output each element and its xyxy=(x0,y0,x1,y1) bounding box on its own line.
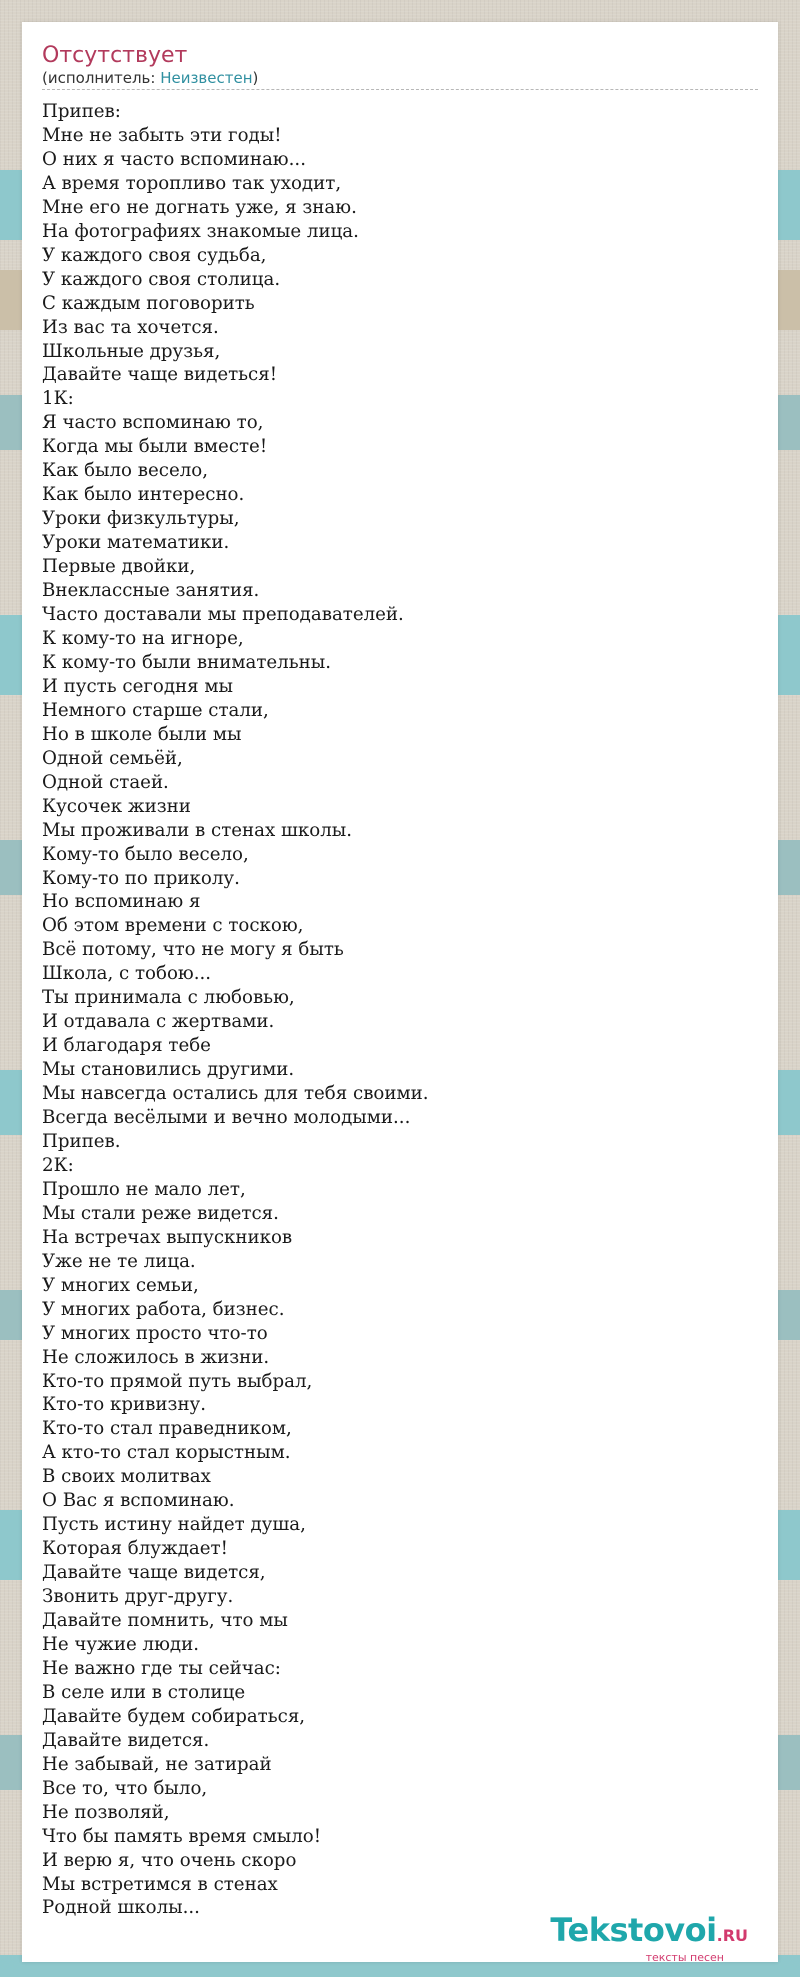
lyric-line: Уроки физкультуры, xyxy=(42,508,240,530)
lyric-line: Как было интересно. xyxy=(42,484,245,506)
lyric-line: Не важно где ты сейчас: xyxy=(42,1657,281,1679)
song-title: Отсутствует xyxy=(42,43,188,68)
lyric-line: А время торопливо так уходит, xyxy=(42,172,342,194)
lyric-line: Об этом времени с тоскою, xyxy=(42,915,304,937)
lyric-line: На встречах выпускников xyxy=(42,1226,293,1248)
lyric-line: Мы встретимся в стенах xyxy=(42,1873,278,1895)
lyric-line: На фотографиях знакомые лица. xyxy=(42,220,359,242)
lyric-line: Что бы память время смыло! xyxy=(42,1825,322,1847)
artist-link[interactable]: Неизвестен xyxy=(160,69,253,87)
lyric-line: Одной семьёй, xyxy=(42,747,183,769)
lyrics-text xyxy=(42,100,429,1920)
lyric-line: Но вспоминаю я xyxy=(42,891,201,913)
lyric-line: У многих работа, бизнес. xyxy=(42,1298,285,1320)
logo-wordmark xyxy=(550,1912,748,1954)
artist-prefix: (исполнитель: xyxy=(42,69,161,87)
lyric-line: Кто-то прямой путь выбрал, xyxy=(42,1370,313,1392)
lyric-line: Не позволяй, xyxy=(42,1801,170,1823)
lyric-line: Прошло не мало лет, xyxy=(42,1178,246,1200)
lyric-line: Кому-то было весело, xyxy=(42,843,249,865)
lyric-line: К кому-то на игноре, xyxy=(42,627,244,649)
lyric-line: Кто-то стал праведником, xyxy=(42,1418,292,1440)
artist-line xyxy=(42,68,258,88)
lyric-line: Мы стали реже видется. xyxy=(42,1202,279,1224)
lyric-line: А кто-то стал корыстным. xyxy=(42,1442,291,1464)
logo-tld: .RU xyxy=(716,1926,748,1945)
lyric-line: Давайте чаще видеться! xyxy=(42,364,278,386)
lyric-line: И верю я, что очень скоро xyxy=(42,1849,297,1871)
lyric-line: Не чужие люди. xyxy=(42,1634,200,1655)
lyric-line: Когда мы были вместе! xyxy=(42,436,268,458)
lyric-line: Давайте видется. xyxy=(42,1729,210,1751)
lyric-line: Пусть истину найдет душа, xyxy=(42,1514,306,1536)
logo-name: Tekstovoi xyxy=(550,1911,717,1949)
lyric-line: В своих молитвах xyxy=(42,1466,211,1488)
lyric-line: Мне его не догнать уже, я знаю. xyxy=(42,196,357,218)
lyric-line: И благодаря тебе xyxy=(42,1035,211,1057)
lyric-line: В селе или в столице xyxy=(42,1681,246,1703)
artist-suffix: ) xyxy=(252,69,259,87)
lyric-line: Давайте будем собираться, xyxy=(42,1705,306,1727)
lyric-line: Как было весело, xyxy=(42,460,209,482)
lyric-line: Часто доставали мы преподавателей. xyxy=(42,604,404,626)
lyric-line: Уже не те лица. xyxy=(42,1250,196,1272)
lyric-line: Кусочек жизни xyxy=(42,795,191,817)
lyrics-card xyxy=(22,22,778,1962)
lyric-line: Припев. xyxy=(42,1130,121,1152)
lyric-line: К кому-то были внимательны. xyxy=(42,651,331,673)
lyric-line: У каждого своя столица. xyxy=(42,268,281,290)
title-divider xyxy=(42,89,758,90)
lyric-line: И отдавала с жертвами. xyxy=(42,1011,275,1033)
lyric-line: Внеклассные занятия. xyxy=(42,580,260,602)
lyric-line: Всё потому, что не могу я быть xyxy=(42,939,344,961)
lyric-line: Первые двойки, xyxy=(42,556,196,578)
tekstovoi-logo[interactable] xyxy=(550,1912,748,1964)
lyric-line: Ты принимала с любовью, xyxy=(42,987,295,1009)
lyric-line: Которая блуждает! xyxy=(42,1538,228,1560)
lyric-line: Немного старше стали, xyxy=(42,699,269,721)
lyric-line: 1К: xyxy=(42,388,74,410)
lyric-line: Школа, с тобою... xyxy=(42,963,212,985)
lyric-line: Но в школе были мы xyxy=(42,723,242,745)
lyric-line: Припев: xyxy=(42,101,121,122)
lyric-line: Родной школы... xyxy=(42,1897,200,1919)
lyric-line: Давайте помнить, что мы xyxy=(42,1610,288,1632)
lyric-line: Мы навсегда остались для тебя своими. xyxy=(42,1083,429,1105)
logo-tagline: тексты песен xyxy=(645,1951,724,1964)
lyric-line: Мы становились другими. xyxy=(42,1059,295,1081)
lyric-line: С каждым поговорить xyxy=(42,292,255,314)
lyric-line: 2К: xyxy=(42,1154,74,1176)
lyric-line: Кому-то по приколу. xyxy=(42,867,240,889)
lyric-line: Уроки математики. xyxy=(42,532,230,554)
lyric-line: Я часто вспоминаю то, xyxy=(42,412,264,434)
lyric-line: Школьные друзья, xyxy=(42,340,221,362)
lyric-line: О них я часто вспоминаю... xyxy=(42,148,306,170)
lyric-line: Звонить друг-другу. xyxy=(42,1586,234,1608)
lyric-line: Давайте чаще видется, xyxy=(42,1562,266,1584)
lyric-line: Кто-то кривизну. xyxy=(42,1394,207,1416)
lyric-line: Все то, что было, xyxy=(42,1777,208,1799)
lyric-line: Всегда весёлыми и вечно молодыми... xyxy=(42,1107,411,1129)
lyric-line: Мне не забыть эти годы! xyxy=(42,124,282,146)
lyric-line: О Вас я вспоминаю. xyxy=(42,1490,235,1512)
lyric-line: Не забывай, не затирай xyxy=(42,1753,272,1775)
lyric-line: Не сложилось в жизни. xyxy=(42,1346,270,1368)
lyric-line: Одной стаей. xyxy=(42,771,169,793)
lyric-line: Мы проживали в стенах школы. xyxy=(42,819,353,841)
lyric-line: У многих просто что-то xyxy=(42,1322,268,1344)
lyric-line: Из вас та хочется. xyxy=(42,316,219,338)
lyric-line: У каждого своя судьба, xyxy=(42,244,267,266)
lyric-line: У многих семьи, xyxy=(42,1274,199,1296)
lyric-line: И пусть сегодня мы xyxy=(42,675,234,697)
